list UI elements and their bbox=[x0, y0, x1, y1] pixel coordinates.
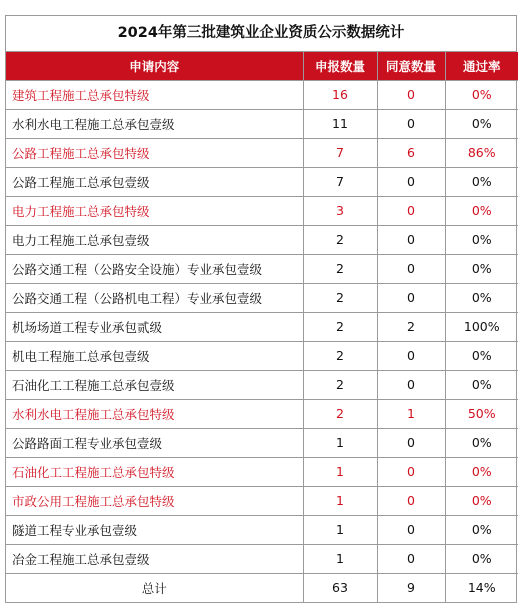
table-row bbox=[6, 312, 518, 341]
header-application-content: 申请内容 bbox=[6, 52, 303, 80]
table-row bbox=[6, 544, 518, 573]
row-rate: 100% bbox=[445, 312, 518, 341]
row-applied: 3 bbox=[303, 196, 377, 225]
total-applied: 63 bbox=[303, 573, 377, 602]
row-rate: 0% bbox=[445, 428, 518, 457]
row-approved: 0 bbox=[377, 457, 445, 486]
table-row bbox=[6, 167, 518, 196]
row-rate: 0% bbox=[445, 80, 518, 109]
row-name: 公路交通工程（公路安全设施）专业承包壹级 bbox=[6, 254, 303, 283]
row-rate: 0% bbox=[445, 457, 518, 486]
row-applied: 2 bbox=[303, 254, 377, 283]
row-name: 石油化工工程施工总承包特级 bbox=[6, 457, 303, 486]
row-applied: 2 bbox=[303, 370, 377, 399]
total-row bbox=[6, 573, 518, 602]
row-applied: 7 bbox=[303, 138, 377, 167]
row-applied: 2 bbox=[303, 312, 377, 341]
row-applied: 16 bbox=[303, 80, 377, 109]
row-name: 市政公用工程施工总承包特级 bbox=[6, 486, 303, 515]
row-approved: 0 bbox=[377, 109, 445, 138]
row-rate: 0% bbox=[445, 486, 518, 515]
row-rate: 0% bbox=[445, 196, 518, 225]
table-row bbox=[6, 486, 518, 515]
table-row bbox=[6, 428, 518, 457]
header-applied-count: 申报数量 bbox=[303, 52, 377, 80]
table-row bbox=[6, 138, 518, 167]
row-approved: 0 bbox=[377, 80, 445, 109]
row-applied: 2 bbox=[303, 399, 377, 428]
stats-table-frame bbox=[5, 15, 517, 603]
row-approved: 2 bbox=[377, 312, 445, 341]
row-name: 石油化工工程施工总承包壹级 bbox=[6, 370, 303, 399]
row-approved: 6 bbox=[377, 138, 445, 167]
row-approved: 0 bbox=[377, 544, 445, 573]
row-name: 机电工程施工总承包壹级 bbox=[6, 341, 303, 370]
table-row bbox=[6, 515, 518, 544]
row-applied: 2 bbox=[303, 283, 377, 312]
row-applied: 1 bbox=[303, 428, 377, 457]
table-row bbox=[6, 109, 518, 138]
row-rate: 0% bbox=[445, 109, 518, 138]
row-applied: 7 bbox=[303, 167, 377, 196]
total-rate: 14% bbox=[445, 573, 518, 602]
row-name: 水利水电工程施工总承包特级 bbox=[6, 399, 303, 428]
table-row bbox=[6, 254, 518, 283]
header-pass-rate: 通过率 bbox=[445, 52, 518, 80]
row-approved: 0 bbox=[377, 341, 445, 370]
row-applied: 1 bbox=[303, 486, 377, 515]
total-approved: 9 bbox=[377, 573, 445, 602]
row-approved: 0 bbox=[377, 515, 445, 544]
row-name: 电力工程施工总承包壹级 bbox=[6, 225, 303, 254]
table-row bbox=[6, 370, 518, 399]
row-rate: 50% bbox=[445, 399, 518, 428]
row-name: 公路工程施工总承包特级 bbox=[6, 138, 303, 167]
row-approved: 0 bbox=[377, 225, 445, 254]
table-row bbox=[6, 283, 518, 312]
row-approved: 0 bbox=[377, 370, 445, 399]
row-applied: 1 bbox=[303, 544, 377, 573]
row-name: 机场场道工程专业承包贰级 bbox=[6, 312, 303, 341]
table-title: 2024年第三批建筑业企业资质公示数据统计 bbox=[6, 16, 516, 52]
row-name: 建筑工程施工总承包特级 bbox=[6, 80, 303, 109]
header-row bbox=[6, 52, 518, 80]
row-applied: 1 bbox=[303, 515, 377, 544]
row-applied: 11 bbox=[303, 109, 377, 138]
row-applied: 2 bbox=[303, 341, 377, 370]
row-approved: 0 bbox=[377, 283, 445, 312]
table-row bbox=[6, 457, 518, 486]
row-name: 公路工程施工总承包壹级 bbox=[6, 167, 303, 196]
table-row bbox=[6, 80, 518, 109]
table-row bbox=[6, 399, 518, 428]
row-rate: 0% bbox=[445, 341, 518, 370]
row-name: 水利水电工程施工总承包壹级 bbox=[6, 109, 303, 138]
table-row bbox=[6, 196, 518, 225]
row-name: 冶金工程施工总承包壹级 bbox=[6, 544, 303, 573]
row-rate: 0% bbox=[445, 283, 518, 312]
table-row bbox=[6, 225, 518, 254]
row-name: 隧道工程专业承包壹级 bbox=[6, 515, 303, 544]
row-name: 公路路面工程专业承包壹级 bbox=[6, 428, 303, 457]
row-approved: 0 bbox=[377, 428, 445, 457]
row-approved: 0 bbox=[377, 196, 445, 225]
row-rate: 0% bbox=[445, 544, 518, 573]
row-rate: 0% bbox=[445, 225, 518, 254]
row-name: 公路交通工程（公路机电工程）专业承包壹级 bbox=[6, 283, 303, 312]
row-approved: 0 bbox=[377, 167, 445, 196]
row-name: 电力工程施工总承包特级 bbox=[6, 196, 303, 225]
row-rate: 86% bbox=[445, 138, 518, 167]
row-approved: 1 bbox=[377, 399, 445, 428]
row-rate: 0% bbox=[445, 254, 518, 283]
row-applied: 1 bbox=[303, 457, 377, 486]
table-row bbox=[6, 341, 518, 370]
table-body bbox=[6, 80, 518, 602]
row-applied: 2 bbox=[303, 225, 377, 254]
header-approved-count: 同意数量 bbox=[377, 52, 445, 80]
total-label: 总计 bbox=[6, 573, 303, 602]
stats-table bbox=[6, 52, 518, 602]
row-approved: 0 bbox=[377, 486, 445, 515]
row-rate: 0% bbox=[445, 515, 518, 544]
row-rate: 0% bbox=[445, 370, 518, 399]
row-approved: 0 bbox=[377, 254, 445, 283]
row-rate: 0% bbox=[445, 167, 518, 196]
